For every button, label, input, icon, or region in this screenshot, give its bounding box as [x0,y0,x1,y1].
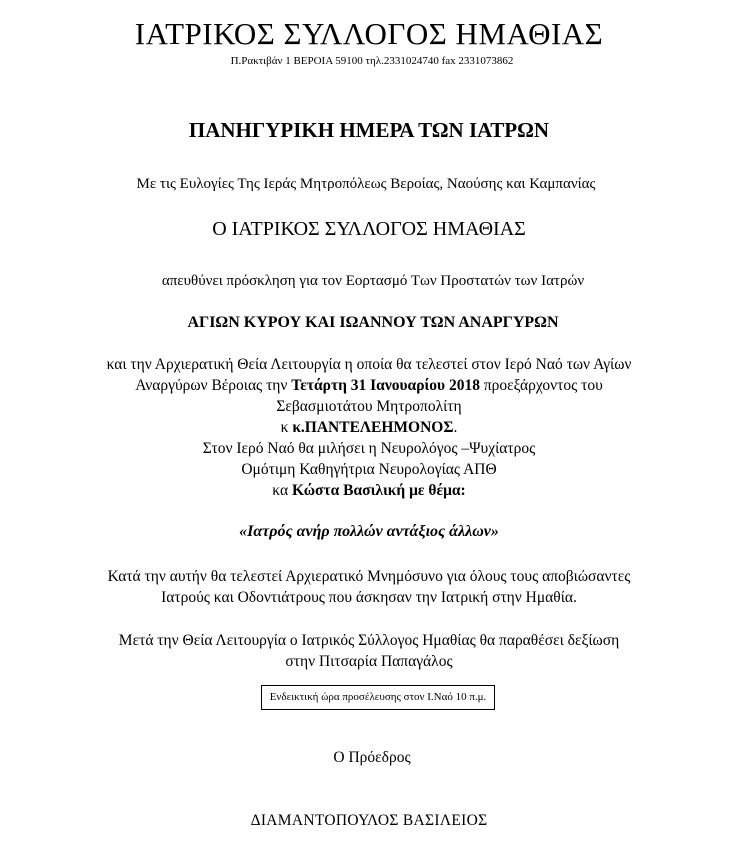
liturgy-text: κ [280,419,293,436]
arrival-note-wrapper [0,685,738,710]
speech-topic: «Ιατρός ανήρ πολλών αντάξιος άλλων» [239,523,499,540]
liturgy-line: και την Αρχιερατική Θεία Λειτουργία η οποία θα τελεστεί στον Ιερό Ναό των Αγίων [106,356,632,373]
liturgy-line: Σεβασμιοτάτου Μητροπολίτη [276,398,462,415]
memorial-line: Κατά την αυτήν θα τελεστεί Αρχιερατικό Μνημόσυνο για όλους τους αποβιώσαντες [107,568,631,585]
memorial-line: Ιατρούς και Οδοντιάτρους που άσκησαν την Ιατρική στην Ημαθία. [161,589,577,606]
reception-line: Μετά την Θεία Λειτουργία ο Ιατρικός Σύλλογος Ημαθίας θα παραθέσει δεξίωση [118,632,620,649]
liturgy-date: Τετάρτη 31 Ιανουαρίου 2018 [291,377,480,394]
topic-label: με θέμα: [405,482,466,499]
liturgy-paragraph [0,354,738,501]
liturgy-line: Στον Ιερό Ναό θα μιλήσει η Νευρολόγος –Ψυχίατρος [202,440,536,457]
arrival-time-note: Ενδεικτική ώρα προσέλευσης στον Ι.Ναό 10 π.μ. [261,685,496,710]
invitation-line: απευθύνει πρόσκληση για τον Εορτασμό Των Προστατών των Ιατρών [161,273,585,289]
reception-line: στην Πιτσαρία Παπαγάλος [285,653,453,670]
liturgy-line [0,480,738,501]
saints-name: ΑΓΙΩΝ ΚΥΡΟΥ ΚΑΙ ΙΩΑΝΝΟΥ ΤΩΝ ΑΝΑΡΓΥΡΩΝ [187,314,559,331]
blessing-line: Με τις Ευλογίες Της Ιεράς Μητροπόλεως Βεροίας, Ναούσης και Καμπανίας [136,176,596,192]
liturgy-line [0,417,738,438]
signature-name: ΔΙΑΜΑΝΤΟΠΟΥΛΟΣ ΒΑΣΙΛΕΙΟΣ [250,812,488,829]
memorial-paragraph [0,566,738,608]
liturgy-text: προεξάρχοντος του [479,377,603,394]
reception-paragraph [0,630,738,672]
signature-role: Ο Πρόεδρος [333,749,411,766]
speaker-name: Κώστα Βασιλική [291,482,406,499]
event-title: ΠΑΝΗΓΥΡΙΚΗ ΗΜΕΡΑ ΤΩΝ ΙΑΤΡΩΝ [188,118,550,142]
letterhead-address: Π.Ρακτιβάν 1 ΒΕΡΟΙΑ 59100 τηλ.2331024740 fax 2331073862 [230,55,514,67]
liturgy-text: κα [272,482,292,499]
association-name: Ο ΙΑΤΡΙΚΟΣ ΣΥΛΛΟΓΟΣ ΗΜΑΘΙΑΣ [212,218,526,240]
liturgy-text: Αναργύρων Βέροιας την [135,377,292,394]
liturgy-line [0,375,738,396]
liturgy-line: Ομότιμη Καθηγήτρια Νευρολογίας ΑΠΘ [241,461,497,478]
association-letterhead-title: ΙΑΤΡΙΚΟΣ ΣΥΛΛΟΓΟΣ ΗΜΑΘΙΑΣ [134,16,604,51]
metropolitan-name: κ.ΠΑΝΤΕΛΕΗΜΟΝΟΣ [292,419,454,436]
liturgy-text: . [453,419,458,436]
